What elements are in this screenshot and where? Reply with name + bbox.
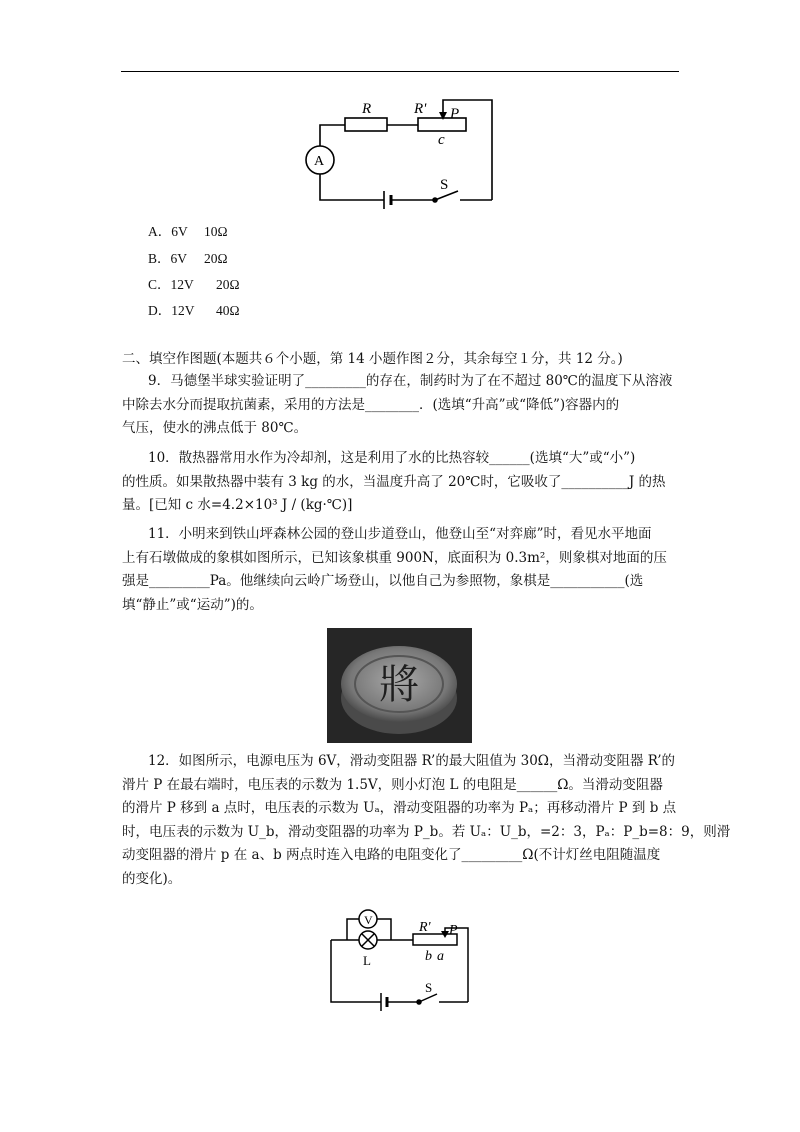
fig1-ammeter-label: A <box>314 154 325 169</box>
option-b-letter: B．6V <box>148 251 188 266</box>
option-a-value: 10Ω <box>204 224 228 239</box>
option-c <box>148 273 240 293</box>
option-b <box>148 247 228 267</box>
q11-line-4: 填“静止”或“运动”)的。 <box>122 596 263 613</box>
question-10 <box>122 447 682 518</box>
q12-line-2: 滑片 P 在最右端时，电压表的示数为 1.5V，则小灯泡 L 的电阻是______Ω。当滑动变阻器 <box>122 776 663 793</box>
q10-line-1: 10．散热器常用水作为冷却剂，这是利用了水的比热容较______(选填“大”或“小”) <box>148 450 636 466</box>
q11-line-1: 11．小明来到铁山坪森林公园的登山步道登山，他登山至“对弈廊”时，看见水平地面 <box>148 526 652 542</box>
fig1-label-P: P <box>450 106 460 122</box>
question-9 <box>122 370 682 441</box>
q9-line-3: 气压，使水的沸点低于 80℃。 <box>122 420 308 436</box>
q12-line-4: 时，电压表的示数为 U_b，滑动变阻器的功率为 P_b。若 Uₐ：U_b，=2：3，Pₐ：P_b=8：9，则滑 <box>122 823 731 840</box>
fig1-label-c: c <box>438 132 445 148</box>
q12-line-5: 动变阻器的滑片 p 在 a、b 两点时连入电路的电阻变化了_________Ω(不计灯丝电阻随温度 <box>122 847 661 863</box>
option-d-value: 40Ω <box>216 303 240 318</box>
q9-line-2: 中除去水分而提取抗菌素，采用的方法是________．(选填“升高”或“降低”)容器内的 <box>122 396 620 413</box>
q12-line-6: 的变化)。 <box>122 870 182 887</box>
chess-piece-character: 將 <box>379 662 419 707</box>
fig1-label-R: R <box>362 101 372 117</box>
fig2-label-P: P <box>449 923 458 938</box>
q10-line-2: 的性质。如果散热器中装有 3 kg 的水，当温度升高了 20℃时，它吸收了__________J 的热 <box>122 473 666 490</box>
circuit-diagram-2 <box>325 902 475 1020</box>
q10-line-3: 量。[已知 c 水=4.2×10³ J / (kg·℃)] <box>122 497 353 513</box>
q11-line-2: 上有石墩做成的象棋如图所示，已知该象棋重 900N，底面积为 0.3m²，则象棋对地面的压 <box>122 549 667 566</box>
section-title: 二、填空作图题(本题共６个小题，第 14 小题作图２分，其余每空１分，共 12 分。) <box>122 351 623 367</box>
option-d-letter: D．12V <box>148 303 195 318</box>
chess-piece-photo <box>327 628 472 743</box>
q12-line-3: 的滑片 P 移到 a 点时，电压表的示数为 Uₐ，滑动变阻器的功率为 Pₐ；再移动滑片 P 到 b 点 <box>122 800 677 816</box>
fig2-voltmeter-label: V <box>364 913 373 927</box>
question-12 <box>122 750 731 891</box>
option-b-value: 20Ω <box>204 251 228 266</box>
fig2-switch-label: S <box>425 980 433 995</box>
header-rule <box>121 71 679 72</box>
fig1-switch-label: S <box>440 177 449 193</box>
fig2-label-b: b <box>425 949 432 964</box>
q9-line-1: 9．马德堡半球实验证明了_________的存在，制药时为了在不超过 80℃的温度下从溶液 <box>148 373 673 389</box>
circuit-diagram-1 <box>300 92 500 214</box>
option-a <box>148 220 228 240</box>
option-c-value: 20Ω <box>216 277 240 292</box>
q11-line-3: 强是_________Pa。他继续向云岭广场登山，以他自己为参照物，象棋是___________(选 <box>122 573 644 589</box>
question-11 <box>122 523 682 617</box>
q12-line-1: 12．如图所示，电源电压为 6V，滑动变阻器 R’的最大阻值为 30Ω，当滑动变阻器 R’的 <box>148 753 675 769</box>
option-d <box>148 299 240 319</box>
fig1-label-Rprime: R' <box>414 101 427 117</box>
fig2-lamp-label: L <box>363 953 371 968</box>
fig2-label-a: a <box>437 949 444 964</box>
option-c-letter: C．12V <box>148 277 194 292</box>
option-a-letter: A．6V <box>148 224 188 239</box>
fig2-label-Rprime: R' <box>419 920 431 935</box>
